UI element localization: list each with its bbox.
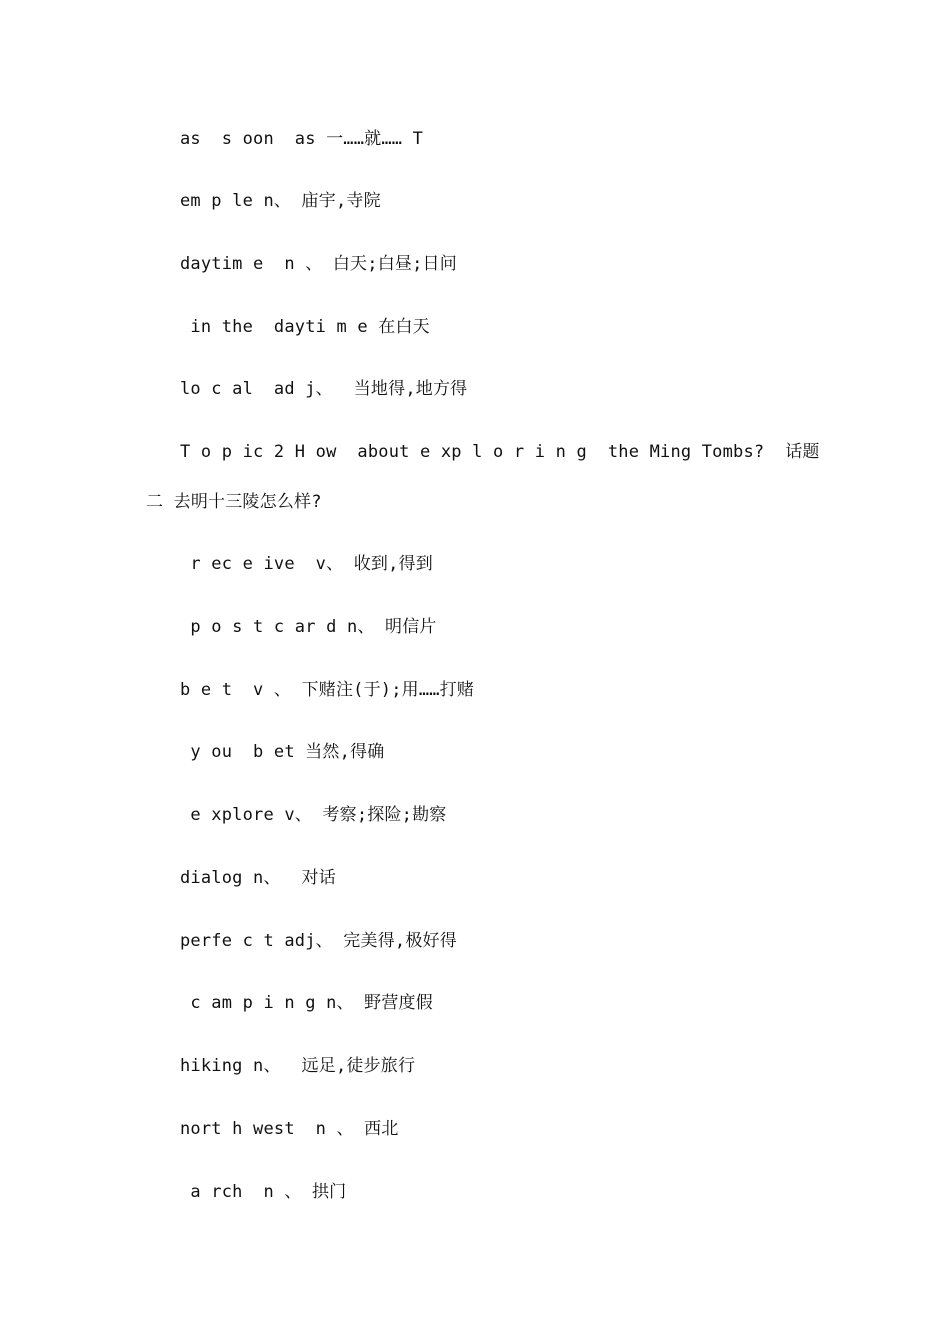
topic-heading-line-2: 二 去明十三陵怎么样? bbox=[146, 492, 322, 512]
vocab-line-arch: a rch n 、 拱门 bbox=[180, 1182, 347, 1202]
vocab-line-camping: c am p i n g n、 野营度假 bbox=[180, 993, 433, 1013]
topic-heading-line-1: T o p ic 2 H ow about e xp l o r i n g the Ming Tombs? 话题 bbox=[180, 442, 820, 462]
vocab-line-explore: e xplore v、 考察;探险;勘察 bbox=[180, 805, 447, 825]
vocab-line-temple: em p le n、 庙宇,寺院 bbox=[180, 191, 381, 211]
vocab-line-in-the-daytime: in the dayti m e 在白天 bbox=[180, 317, 430, 337]
vocab-line-postcard: p o s t c ar d n、 明信片 bbox=[180, 617, 437, 637]
vocab-line-local: lo c al ad j、 当地得,地方得 bbox=[180, 379, 468, 399]
vocab-line-hiking: hiking n、 远足,徒步旅行 bbox=[180, 1056, 416, 1076]
vocab-line-northwest: nort h west n 、 西北 bbox=[180, 1119, 399, 1139]
vocab-line-dialog: dialog n、 对话 bbox=[180, 868, 336, 888]
vocab-line-perfect: perfe c t adj、 完美得,极好得 bbox=[180, 931, 457, 951]
vocab-line-bet: b e t v 、 下赌注(于);用……打赌 bbox=[180, 680, 475, 700]
vocab-line-you-bet: y ou b et 当然,得确 bbox=[180, 742, 385, 762]
vocab-line-receive: r ec e ive v、 收到,得到 bbox=[180, 554, 433, 574]
vocab-line-as-soon-as: as s oon as 一……就…… T bbox=[180, 129, 424, 149]
vocab-line-daytime: daytim e n 、 白天;白昼;日问 bbox=[180, 254, 457, 274]
